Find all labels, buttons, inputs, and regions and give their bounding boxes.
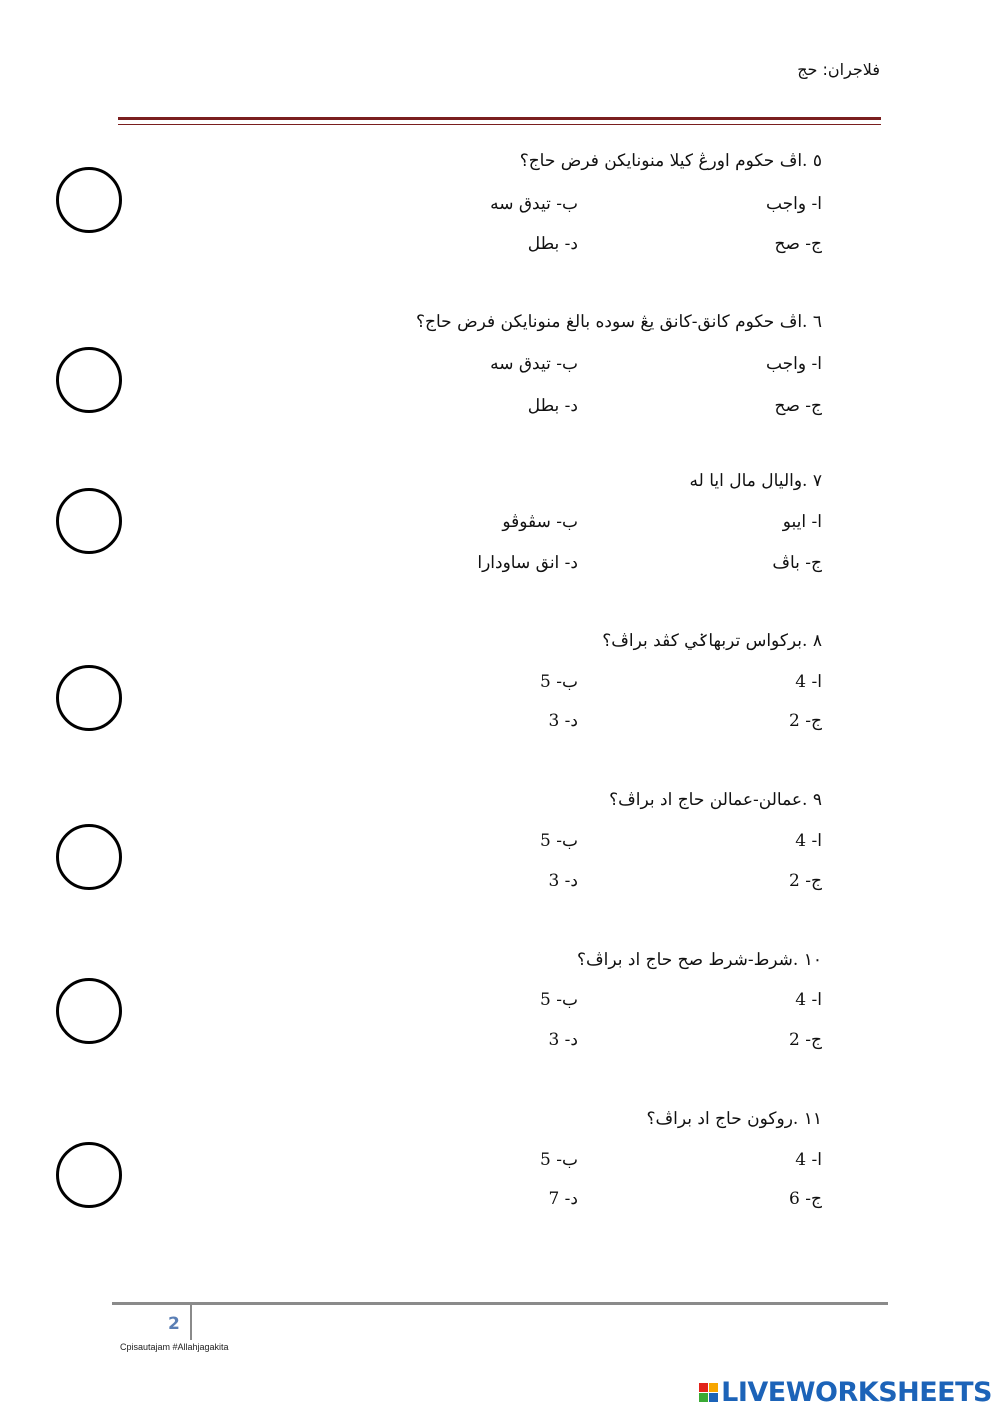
option-q6-d[interactable]: د- بطل bbox=[527, 396, 578, 416]
option-q7-b[interactable]: ب- سڤوڤو bbox=[502, 512, 578, 532]
option-q6-c[interactable]: ج- صح bbox=[774, 396, 822, 416]
option-q7-a[interactable]: ا- ايبو bbox=[782, 512, 822, 532]
option-q10-b[interactable]: ب- 5 bbox=[540, 990, 578, 1010]
option-q5-d[interactable]: د- بطل bbox=[527, 234, 578, 254]
option-q8-b[interactable]: ب- 5 bbox=[540, 672, 578, 692]
question-5: ٥ .اڤ حكوم اورڠ كيلا منونايكن فرض حاج؟ bbox=[519, 151, 822, 171]
option-q7-d[interactable]: د- انق ساودارا bbox=[477, 553, 578, 573]
answer-circle-q9[interactable] bbox=[56, 824, 122, 890]
option-q8-d[interactable]: د- 3 bbox=[548, 711, 578, 731]
liveworksheets-brand bbox=[699, 1377, 992, 1408]
answer-circle-q5[interactable] bbox=[56, 167, 122, 233]
option-q5-c[interactable]: ج- صح bbox=[774, 234, 822, 254]
answer-circle-q7[interactable] bbox=[56, 488, 122, 554]
answer-circle-q10[interactable] bbox=[56, 978, 122, 1044]
question-10: ١٠ .شرط-شرط صح حاج اد براڤ؟ bbox=[577, 950, 822, 970]
liveworksheets-wordmark: LIVEWORKSHEETS bbox=[721, 1377, 992, 1408]
header-divider bbox=[118, 117, 881, 125]
logo-cell bbox=[709, 1393, 718, 1402]
question-11: ١١ .روکون حاج اد براڤ؟ bbox=[646, 1109, 822, 1129]
footer-text: Cpisautajam #Allahjagakita bbox=[120, 1342, 229, 1352]
option-q6-a[interactable]: ا- واجب bbox=[765, 354, 822, 374]
footer-divider-tick bbox=[190, 1304, 192, 1340]
question-8: ٨ .برکواس تربهاݢي کڤد براڤ؟ bbox=[602, 631, 822, 651]
option-q9-d[interactable]: د- 3 bbox=[548, 871, 578, 891]
option-q11-a[interactable]: ا- 4 bbox=[795, 1150, 822, 1170]
answer-circle-q11[interactable] bbox=[56, 1142, 122, 1208]
option-q11-c[interactable]: ج- 6 bbox=[789, 1189, 822, 1209]
option-q8-c[interactable]: ج- 2 bbox=[789, 711, 822, 731]
option-q5-a[interactable]: ا- واجب bbox=[765, 194, 822, 214]
option-q11-b[interactable]: ب- 5 bbox=[540, 1150, 578, 1170]
option-q9-c[interactable]: ج- 2 bbox=[789, 871, 822, 891]
option-q9-a[interactable]: ا- 4 bbox=[795, 831, 822, 851]
option-q8-a[interactable]: ا- 4 bbox=[795, 672, 822, 692]
logo-cell bbox=[699, 1383, 708, 1392]
logo-cell bbox=[699, 1393, 708, 1402]
answer-circle-q6[interactable] bbox=[56, 347, 122, 413]
question-7: ٧ .واليال مال ايا له bbox=[689, 471, 822, 491]
option-q10-a[interactable]: ا- 4 bbox=[795, 990, 822, 1010]
footer-divider bbox=[112, 1302, 888, 1305]
question-9: ٩ .عمالن-عمالن حاج اد براڤ؟ bbox=[609, 790, 822, 810]
option-q5-b[interactable]: ب- تيدق سه bbox=[490, 194, 578, 214]
option-q11-d[interactable]: د- 7 bbox=[548, 1189, 578, 1209]
page-header-title: فلاجران: حج bbox=[797, 60, 880, 79]
page-number: 2 bbox=[168, 1314, 180, 1334]
option-q9-b[interactable]: ب- 5 bbox=[540, 831, 578, 851]
option-q10-d[interactable]: د- 3 bbox=[548, 1030, 578, 1050]
option-q7-c[interactable]: ج- باڤ bbox=[772, 553, 822, 573]
option-q10-c[interactable]: ج- 2 bbox=[789, 1030, 822, 1050]
question-6: ٦ .اڤ حكوم كانق-كانق يڠ سوده بالغ منونايكن فرض حاج؟ bbox=[416, 312, 822, 332]
option-q6-b[interactable]: ب- تيدق سه bbox=[490, 354, 578, 374]
answer-circle-q8[interactable] bbox=[56, 665, 122, 731]
logo-cell bbox=[709, 1383, 718, 1392]
liveworksheets-logo-icon bbox=[699, 1383, 718, 1402]
